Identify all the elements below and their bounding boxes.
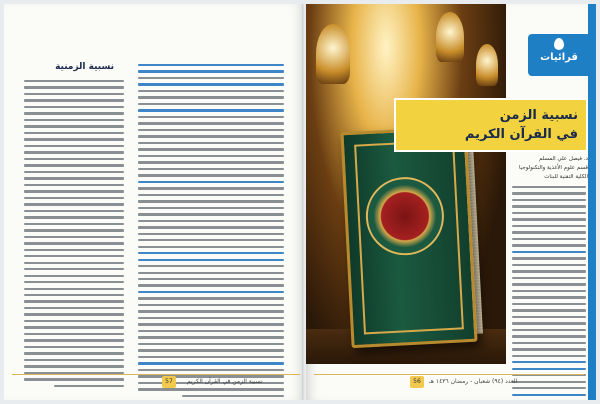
lantern-image: [476, 44, 498, 86]
right-page-column-text: [512, 186, 586, 400]
right-column-text: [138, 64, 284, 397]
title-line-1: نسبية الزمن: [499, 108, 578, 123]
lantern-image: [436, 12, 464, 62]
left-column-text: [24, 80, 124, 387]
right-footer-issue: العدد (٩٤) شعبان - رمضان ١٤٣٦ هـ: [429, 378, 518, 385]
right-footer: [314, 374, 584, 389]
magazine-spread: [4, 4, 596, 400]
left-page: [4, 4, 304, 400]
right-page: [306, 4, 596, 400]
quran-book: [340, 126, 477, 348]
category-tab: [528, 34, 590, 76]
left-footer-title: نسبية الزمن في القرآن الكريم: [187, 378, 263, 385]
author-affiliation: الكلية التقنية للبنات: [544, 174, 588, 180]
category-label: قرائيات: [540, 52, 578, 63]
drop-icon: [554, 38, 564, 50]
right-page-number: 56: [410, 376, 424, 388]
quran-photo: [306, 4, 506, 364]
left-page-number: 57: [162, 376, 176, 388]
title-line-2: في القرآن الكريم: [464, 127, 578, 142]
author-role: قسم علوم الأغذية والتكنولوجيا: [518, 165, 588, 171]
lantern-image: [316, 24, 350, 84]
section-heading: نسبية الزمنية: [55, 62, 114, 72]
author-name: د. فيصل علي المسلم: [538, 156, 588, 162]
article-title-box: [396, 100, 586, 150]
left-footer: [12, 374, 300, 389]
